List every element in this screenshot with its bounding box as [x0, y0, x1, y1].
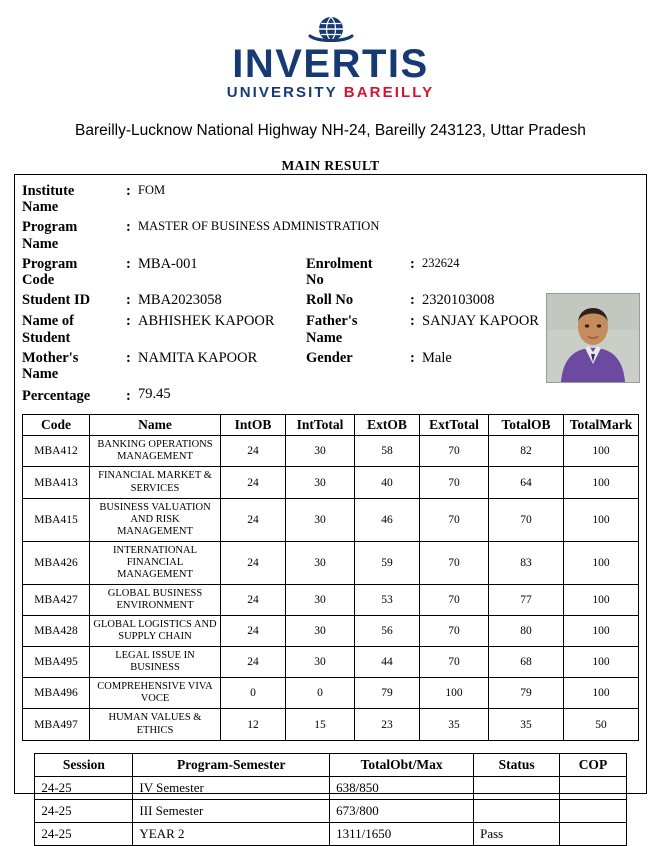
col-program-semester: Program-Semester [133, 753, 330, 776]
student-id-label: Student ID [22, 292, 91, 309]
page-title: MAIN RESULT [281, 158, 380, 173]
cell-extob: 58 [355, 436, 420, 467]
info-row-percentage [22, 384, 639, 407]
cell-code: MBA495 [23, 647, 90, 678]
roll-no-colon: : [410, 292, 415, 309]
student-photo [546, 293, 640, 383]
cell-intob: 24 [221, 498, 286, 541]
cell-totalmark: 100 [564, 436, 639, 467]
roll-no-label: Roll No [306, 292, 354, 309]
program-code-label: Program Code [22, 255, 78, 289]
table-row [23, 498, 639, 541]
student-name-value: ABHISHEK KAPOOR [138, 313, 275, 330]
cell-totalob: 70 [489, 498, 564, 541]
marks-header-row [23, 415, 639, 436]
cell-extob: 44 [355, 647, 420, 678]
info-spacer-3 [422, 181, 639, 217]
cell-exttotal: 70 [420, 616, 489, 647]
table-row [23, 678, 639, 709]
summary-header-row [35, 753, 626, 776]
cell-inttotal: 30 [286, 541, 355, 584]
table-row [23, 616, 639, 647]
cell-intob: 24 [221, 616, 286, 647]
enrolment-no-colon: : [410, 255, 415, 272]
enrolment-no-value: 232624 [422, 255, 460, 270]
institute-name-colon: : [126, 183, 131, 199]
logo-subtitle [227, 85, 434, 100]
info-row-program-code [22, 254, 639, 290]
percentage-value: 79.45 [138, 386, 171, 403]
cell-totalob: 68 [489, 647, 564, 678]
cell-name: INTERNATIONAL FINANCIAL MANAGEMENT [90, 541, 221, 584]
cell-totalob: 79 [489, 678, 564, 709]
cell-extob: 40 [355, 467, 420, 498]
table-row [23, 584, 639, 615]
mothers-name-value: NAMITA KAPOOR [138, 349, 258, 366]
cell-name: BANKING OPERATIONS MANAGEMENT [90, 436, 221, 467]
cell-extob: 56 [355, 616, 420, 647]
program-name-label: Program Name [22, 219, 78, 252]
cell-totalmark: 100 [564, 678, 639, 709]
institute-name-label: Institute Name [22, 183, 75, 216]
col-inttotal: IntTotal [286, 415, 355, 436]
fathers-name-value: SANJAY KAPOOR [422, 313, 539, 330]
table-row [35, 822, 626, 845]
student-name-colon: : [126, 313, 131, 330]
logo-subtitle-bareilly: BAREILLY [343, 84, 435, 101]
table-row [23, 709, 639, 740]
cell-totalmark: 100 [564, 616, 639, 647]
cell-name: FINANCIAL MARKET & SERVICES [90, 467, 221, 498]
cell-session: 24-25 [35, 822, 133, 845]
cell-cop [560, 776, 626, 799]
cell-cop [560, 822, 626, 845]
program-name-value: MASTER OF BUSINESS ADMINISTRATION [138, 219, 380, 234]
cell-exttotal: 70 [420, 467, 489, 498]
info-spacer-1 [306, 181, 410, 217]
cell-code: MBA496 [23, 678, 90, 709]
col-totalobt-max: TotalObt/Max [330, 753, 474, 776]
cell-inttotal: 0 [286, 678, 355, 709]
cell-totalobt-max: 1311/1650 [330, 822, 474, 845]
cell-extob: 23 [355, 709, 420, 740]
cell-inttotal: 30 [286, 498, 355, 541]
cell-exttotal: 70 [420, 647, 489, 678]
cell-intob: 24 [221, 436, 286, 467]
cell-exttotal: 100 [420, 678, 489, 709]
cell-code: MBA428 [23, 616, 90, 647]
cell-status: Pass [474, 822, 560, 845]
table-row [23, 541, 639, 584]
cell-inttotal: 30 [286, 647, 355, 678]
globe-icon [308, 16, 354, 42]
info-spacer-2 [410, 181, 422, 217]
cell-name: BUSINESS VALUATION AND RISK MANAGEMENT [90, 498, 221, 541]
cell-extob: 53 [355, 584, 420, 615]
cell-totalob: 35 [489, 709, 564, 740]
info-row-program-name [22, 217, 639, 253]
col-totalmark: TotalMark [564, 415, 639, 436]
cell-session: 24-25 [35, 776, 133, 799]
cell-exttotal: 70 [420, 541, 489, 584]
info-row-institute [22, 181, 639, 217]
cell-extob: 59 [355, 541, 420, 584]
summary-table [34, 753, 626, 846]
cell-extob: 79 [355, 678, 420, 709]
enrolment-no-label: Enrolment No [306, 255, 373, 289]
fathers-name-label: Father's Name [306, 313, 358, 346]
cell-totalobt-max: 673/800 [330, 799, 474, 822]
cell-inttotal: 15 [286, 709, 355, 740]
portrait-image [547, 294, 639, 382]
cell-totalmark: 100 [564, 584, 639, 615]
institute-name-value: FOM [138, 183, 166, 197]
gender-value: Male [422, 349, 452, 366]
col-totalob: TotalOB [489, 415, 564, 436]
cell-session: 24-25 [35, 799, 133, 822]
cell-program-semester: YEAR 2 [133, 822, 330, 845]
cell-totalmark: 100 [564, 467, 639, 498]
cell-totalob: 64 [489, 467, 564, 498]
cell-status [474, 776, 560, 799]
program-name-colon: : [126, 219, 131, 236]
col-intob: IntOB [221, 415, 286, 436]
cell-intob: 24 [221, 647, 286, 678]
cell-intob: 12 [221, 709, 286, 740]
cell-program-semester: IV Semester [133, 776, 330, 799]
cell-name: LEGAL ISSUE IN BUSINESS [90, 647, 221, 678]
table-row [35, 799, 626, 822]
cell-code: MBA426 [23, 541, 90, 584]
page-header [0, 0, 661, 174]
cell-inttotal: 30 [286, 467, 355, 498]
cell-intob: 24 [221, 467, 286, 498]
cell-program-semester: III Semester [133, 799, 330, 822]
col-session: Session [35, 753, 133, 776]
student-id-value: MBA2023058 [138, 292, 222, 309]
cell-totalob: 77 [489, 584, 564, 615]
cell-intob: 24 [221, 584, 286, 615]
cell-code: MBA415 [23, 498, 90, 541]
cell-status [474, 799, 560, 822]
table-row [23, 436, 639, 467]
percentage-colon: : [126, 388, 131, 405]
logo-wordmark: INVERTIS [232, 42, 429, 86]
cell-totalob: 82 [489, 436, 564, 467]
cell-code: MBA413 [23, 467, 90, 498]
cell-name: COMPREHENSIVE VIVA VOCE [90, 678, 221, 709]
cell-totalmark: 50 [564, 709, 639, 740]
cell-intob: 24 [221, 541, 286, 584]
col-code: Code [23, 415, 90, 436]
gender-label: Gender [306, 349, 353, 366]
cell-cop [560, 799, 626, 822]
result-frame [14, 174, 647, 841]
program-code-colon: : [126, 255, 131, 272]
university-logo [227, 16, 434, 100]
cell-totalmark: 100 [564, 541, 639, 584]
cell-inttotal: 30 [286, 584, 355, 615]
cell-extob: 46 [355, 498, 420, 541]
table-row [23, 467, 639, 498]
fathers-name-colon: : [410, 313, 415, 330]
cell-intob: 0 [221, 678, 286, 709]
program-code-value: MBA-001 [138, 255, 198, 272]
cell-totalobt-max: 638/850 [330, 776, 474, 799]
marks-table [22, 414, 639, 740]
cell-name: GLOBAL BUSINESS ENVIRONMENT [90, 584, 221, 615]
cell-code: MBA412 [23, 436, 90, 467]
university-address: Bareilly-Lucknow National Highway NH-24, Bareilly 243123, Uttar Pradesh [75, 122, 586, 139]
cell-exttotal: 35 [420, 709, 489, 740]
table-row [23, 647, 639, 678]
student-id-colon: : [126, 292, 131, 309]
col-extob: ExtOB [355, 415, 420, 436]
roll-no-value: 2320103008 [422, 292, 495, 309]
col-cop: COP [560, 753, 626, 776]
col-exttotal: ExtTotal [420, 415, 489, 436]
cell-totalmark: 100 [564, 647, 639, 678]
cell-totalob: 83 [489, 541, 564, 584]
mothers-name-label: Mother's Name [22, 349, 79, 383]
student-name-label: Name of Student [22, 313, 74, 346]
percentage-label: Percentage [22, 388, 91, 405]
col-name: Name [90, 415, 221, 436]
cell-totalmark: 100 [564, 498, 639, 541]
cell-name: HUMAN VALUES & ETHICS [90, 709, 221, 740]
cell-name: GLOBAL LOGISTICS AND SUPPLY CHAIN [90, 616, 221, 647]
cell-code: MBA427 [23, 584, 90, 615]
cell-code: MBA497 [23, 709, 90, 740]
table-row [35, 776, 626, 799]
mothers-name-colon: : [126, 349, 131, 366]
cell-inttotal: 30 [286, 616, 355, 647]
col-status: Status [474, 753, 560, 776]
cell-exttotal: 70 [420, 436, 489, 467]
cell-inttotal: 30 [286, 436, 355, 467]
cell-exttotal: 70 [420, 584, 489, 615]
cell-totalob: 80 [489, 616, 564, 647]
logo-subtitle-university: UNIVERSITY [226, 84, 338, 101]
gender-colon: : [410, 349, 415, 366]
cell-exttotal: 70 [420, 498, 489, 541]
